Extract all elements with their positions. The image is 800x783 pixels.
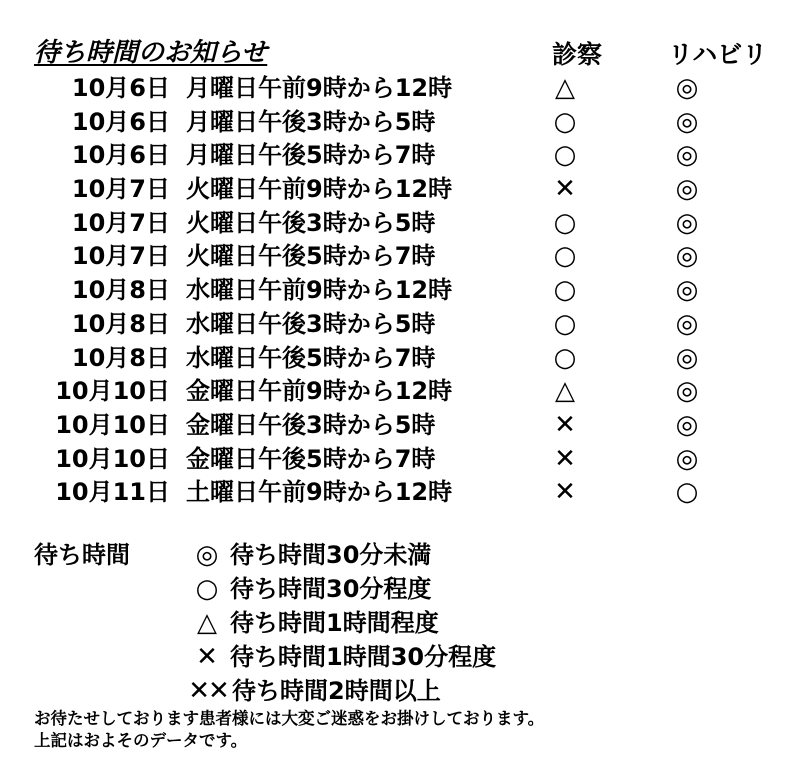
row-date: 10月7日 [71,208,170,237]
legend-item [184,572,431,606]
reha-wait-mark: ◎ [675,409,699,440]
row-date: 10月10日 [55,377,170,406]
schedule-row [0,308,800,342]
reha-wait-mark: ◎ [675,140,699,171]
row-time-slot: 水曜日午前9時から12時 [186,276,453,305]
double-circle-symbol: ◎ [195,540,219,570]
schedule-row [0,274,800,308]
row-time-slot: 金曜日午後5時から7時 [186,444,436,473]
circle-symbol: ○ [195,574,219,604]
note-data-disclaimer: 上記はおよそのデータです。 [34,731,248,750]
legend-item [184,674,441,708]
notes [34,708,544,752]
schedule-table [0,72,800,510]
reha-wait-mark: ◎ [675,342,699,373]
triangle-symbol: △ [197,608,217,638]
row-date: 10月7日 [71,242,170,271]
row-date: 10月8日 [71,309,170,338]
row-time-slot: 火曜日午前9時から12時 [186,175,453,204]
shinsatsu-wait-mark: △ [555,73,575,103]
row-time-slot: 月曜日午後5時から7時 [186,141,436,170]
shinsatsu-wait-mark: ○ [553,308,577,339]
row-time-slot: 月曜日午前9時から12時 [186,74,453,102]
reha-wait-mark: ◎ [675,174,699,205]
legend-item-label: 待ち時間1時間程度 [230,609,439,637]
schedule-row [0,139,800,173]
row-date: 10月8日 [71,343,170,372]
legend-item [184,538,431,572]
shinsatsu-wait-mark: ○ [553,207,577,238]
shinsatsu-wait-mark: ✕ [554,409,576,440]
shinsatsu-wait-mark: ○ [553,106,577,137]
reha-wait-mark: ◎ [675,275,699,306]
schedule-row [0,476,800,510]
row-date: 10月10日 [55,444,170,473]
legend-item [184,606,439,640]
schedule-row [0,240,800,274]
row-time-slot: 水曜日午後3時から5時 [186,309,436,338]
schedule-row [0,342,800,376]
row-date: 10月10日 [55,410,170,439]
reha-wait-mark: ◎ [675,308,699,339]
shinsatsu-wait-mark: ✕ [554,443,576,474]
row-date: 10月6日 [71,141,170,170]
shinsatsu-wait-mark: ✕ [554,477,576,508]
legend-item-label: 待ち時間1時間30分程度 [230,643,497,671]
schedule-row [0,443,800,477]
row-time-slot: 金曜日午前9時から12時 [186,377,453,406]
row-time-slot: 火曜日午後5時から7時 [186,242,436,271]
legend-item-label: 待ち時間30分未満 [230,541,432,569]
row-time-slot: 金曜日午後3時から5時 [186,410,436,439]
row-date: 10月8日 [71,276,170,305]
row-date: 10月6日 [71,74,170,102]
row-time-slot: 火曜日午後3時から5時 [186,208,436,237]
row-time-slot: 土曜日午前9時から12時 [186,478,453,507]
legend-title: 待ち時間 [34,541,130,569]
row-time-slot: 月曜日午後3時から5時 [186,107,436,136]
schedule-row [0,409,800,443]
schedule-row [0,207,800,241]
reha-wait-mark: ◎ [675,376,699,407]
reha-wait-mark: ◎ [675,106,699,137]
row-date: 10月11日 [55,478,170,507]
legend-item-label: 待ち時間2時間以上 [232,677,441,705]
row-date: 10月7日 [71,175,170,204]
shinsatsu-wait-mark: ○ [553,241,577,272]
reha-wait-mark: ◎ [675,443,699,474]
double-cross-symbol: ✕✕ [188,676,228,706]
legend-item [184,640,496,674]
schedule-row [0,72,800,106]
shinsatsu-wait-mark: ✕ [554,174,576,205]
shinsatsu-wait-mark: ○ [553,342,577,373]
cross-symbol: ✕ [196,642,218,672]
row-time-slot: 水曜日午後5時から7時 [186,343,436,372]
schedule-row [0,375,800,409]
reha-wait-mark: ◎ [675,73,699,103]
row-date: 10月6日 [71,107,170,136]
schedule-row [0,173,800,207]
schedule-row [0,106,800,140]
shinsatsu-wait-mark: ○ [553,275,577,306]
shinsatsu-wait-mark: △ [555,376,575,407]
reha-wait-mark: ◎ [675,241,699,272]
legend-item-label: 待ち時間30分程度 [230,575,432,603]
reha-wait-mark: ◎ [675,207,699,238]
column-header-shinsatsu: 診察 [552,40,603,69]
reha-wait-mark: ○ [675,477,699,508]
column-header-reha: リハビリ [668,40,768,69]
page-title: 待ち時間のお知らせ [34,38,268,68]
note-apology: お待たせしております患者様には大変ご迷惑をお掛けしております。 [34,709,545,728]
shinsatsu-wait-mark: ○ [553,140,577,171]
